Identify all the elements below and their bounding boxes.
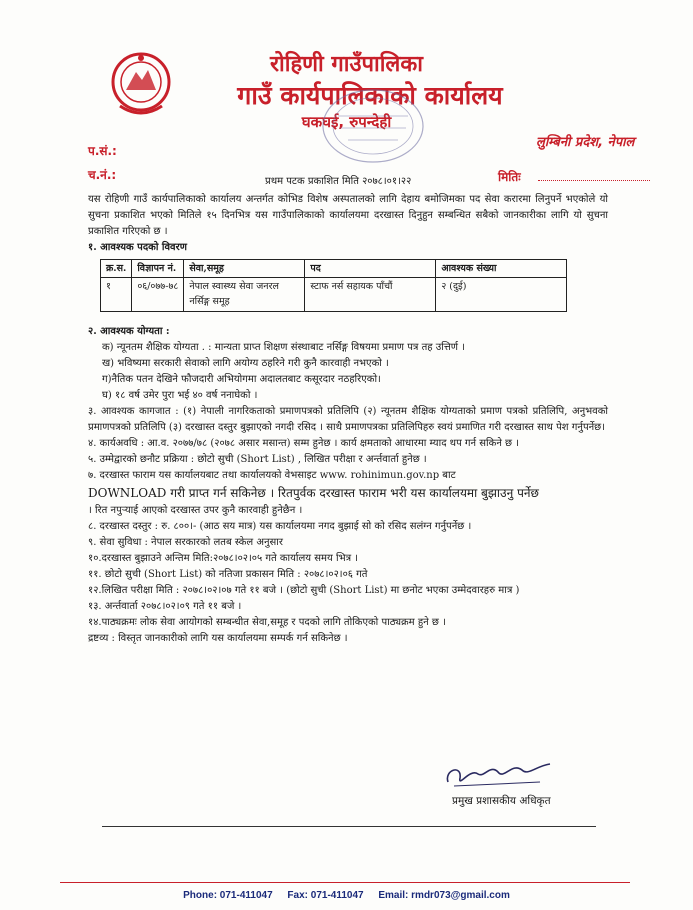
table-header-row	[101, 260, 567, 278]
signature-icon	[440, 758, 560, 792]
table-cell: स्टाफ नर्स सहायक पाँचौं	[305, 278, 436, 311]
section3-documents: ३. आवश्यक कागजात : (१) नेपाली नागरिकताको प्रमाणपत्रको प्रतिलिपि (२) न्यूनतम शैक्षिक योग्यताको प्रमाण पत्रको प्रतिलिपि, अनुभवको प्रमाणपत्रको प्रतिलिपि (३) दरखास्त दस्तुर बुझाएको नगदी रसिद । साथै प्रमाणपत्रका प्रतिलिपिहरु स्वयं प्रमाणित गरी दरखास्त साथ पेश गर्नुपर्नेछ।	[88, 405, 608, 433]
intro-paragraph: यस रोहिणी गाउँ कार्यपालिकाको कार्यालय अन्तर्गत कोभिड विशेष अस्पतालको लागि देहाय बमोजिमका पद सेवा करारमा लिनुपर्ने भएकोले यो सुचना प्रकाशित भएको मितिले १५ दिनभित्र यस गाउँपालिकाको कार्यालयमा दरखास्त दिनुहुन सम्बन्धित सबैको जानकारीका लागि यो सुचना प्रकाशित गरिएको छ ।	[88, 194, 608, 237]
col-header: पद	[305, 260, 436, 278]
note: द्रष्टव्य : विस्तृत जानकारीको लागि यस कार्यालयमा सम्पर्क गर्न सकिनेछ ।	[88, 632, 348, 644]
table-cell: नेपाल स्वास्थ्य सेवा जनरल नर्सिङ्ग समूह	[184, 278, 305, 311]
section14-syllabus: १४.पाठ्यक्रमः लोक सेवा आयोगको सम्बन्धीत सेवा,समूह र पदको लागि तोकिएको पाठ्यक्रम हुने छ ।	[88, 616, 446, 628]
table-cell: १	[101, 278, 132, 311]
date-label: मितिः	[498, 170, 521, 184]
divider-line	[102, 826, 596, 827]
header-municipality-name: रोहिणी गाउँपालिका	[270, 52, 423, 77]
footer-contact	[0, 890, 693, 901]
header-province: लुम्बिनी प्रदेश, नेपाल	[536, 135, 635, 150]
table-cell: ०६/०७७-७८	[132, 278, 184, 311]
header-address: घकघई, रुपन्देही	[301, 113, 392, 131]
footer-email: Email: rmdr073@gmail.com	[378, 890, 510, 901]
section13-interview: १३. अर्न्तवार्ता २०७८।०२।०९ गते ११ बजे ।	[88, 600, 242, 612]
table-cell: २ (दुई)	[436, 278, 567, 311]
section4-duration: ४. कार्यअवधि : आ.व. २०७७/७८ (२०७८ असार मसान्त) सम्म हुनेछ । कार्य क्षमताको आधारमा म्याद थप गर्न सकिने छ ।	[88, 437, 520, 449]
footer-divider-line	[60, 882, 630, 883]
section1-title: १. आवश्यक पदको विवरण	[88, 242, 187, 253]
section2-title: २. आवश्यक योग्यता :	[88, 325, 170, 337]
section9-facility: ९. सेवा सुविधा : नेपाल सरकारको लतब स्केल अनुसार	[88, 536, 283, 548]
section6-note: । रित नपुऱ्याई आएको दरखास्त उपर कुनै कारवाही हुनेछैन ।	[88, 504, 303, 516]
table-row	[101, 278, 567, 311]
qualification-item: ख) भविष्यमा सरकारी सेवाको लागि अयोग्य ठहरिने गरी कुनै कारवाही नभएको ।	[102, 357, 389, 369]
col-header: क्र.स.	[101, 260, 132, 278]
footer-phone: Phone: 071-411047	[183, 890, 273, 901]
qualification-item: क) न्यूनतम शैक्षिक योग्यता . : मान्यता प्राप्त शिक्षण संस्थाबाट नर्सिङ्ग विषयमा प्रमाण पत्र तह उत्तिर्ण ।	[102, 341, 465, 353]
col-header: सेवा,समूह	[184, 260, 305, 278]
qualification-item: ग)नैतिक पतन देखिने फौजदारी अभियोगमा अदालतबाट कसूरदार नठहरिएको।	[102, 373, 381, 385]
qualification-item: घ) १८ वर्ष उमेर पुरा भई ४० वर्ष ननाघेको ।	[102, 389, 258, 401]
section11-shortlist: ११. छोटो सुची (Short List) को नतिजा प्रकासन मिति : २०७८।०२।०६ गते	[88, 568, 368, 580]
date-blank-line	[538, 172, 650, 181]
section10-deadline: १०.दरखास्त बुझाउने अन्तिम मिति:२०७८।०२।०५ गते कार्यालय समय भित्र ।	[88, 552, 359, 564]
section6-application-form: ७. दरखास्त फाराम यस कार्यालयबाट तथा कार्यालयको वेभसाइट www. rohinimun.gov.np बाट	[88, 469, 456, 481]
section8-fee: ८. दरखास्त दस्तुर : रु. ८००।- (आठ सय मात्र) यस कार्यालयमा नगद बुझाई सो को रसिद सलंग्न गर्नुपर्नेछ ।	[88, 520, 472, 532]
section6-download: DOWNLOAD गरी प्राप्त गर्न सकिनेछ । रितपुर्वक दरखास्त फाराम भरी यस कार्यालयमा बुझाउनु पर्नेछ	[88, 485, 539, 500]
notice-body	[88, 192, 608, 647]
signature-title: प्रमुख प्रशासकीय अधिकृत	[452, 795, 551, 807]
office-seal-stamp	[318, 86, 428, 166]
section12-written-exam: १२.लिखित परीक्षा मिति : २०७८।०२।०७ गते ११ बजे । (छोटो सुची (Short List) मा छनोट भएका उम्मेदवारहरु मात्र )	[88, 584, 520, 596]
patra-sankhya-label: प.सं.:	[88, 144, 117, 158]
col-header: आवश्यक संख्या	[436, 260, 567, 278]
posts-table	[100, 259, 567, 312]
col-header: विज्ञापन नं.	[132, 260, 184, 278]
first-published-date: प्रथम पटक प्रकाशित मिति २०७८।०१।२२	[265, 176, 412, 187]
section5-selection: ५. उम्मेद्वारको छनौट प्रक्रिया : छोटो सुची (Short List) , लिखित परीक्षा र अर्न्तवार्ता हुनेछ ।	[88, 453, 427, 465]
chalani-label: च.नं.:	[88, 168, 117, 182]
footer-fax: Fax: 071-411047	[287, 890, 364, 901]
header-office-name: गाउँ कार्यपालिकाको कार्यालय	[237, 81, 503, 110]
